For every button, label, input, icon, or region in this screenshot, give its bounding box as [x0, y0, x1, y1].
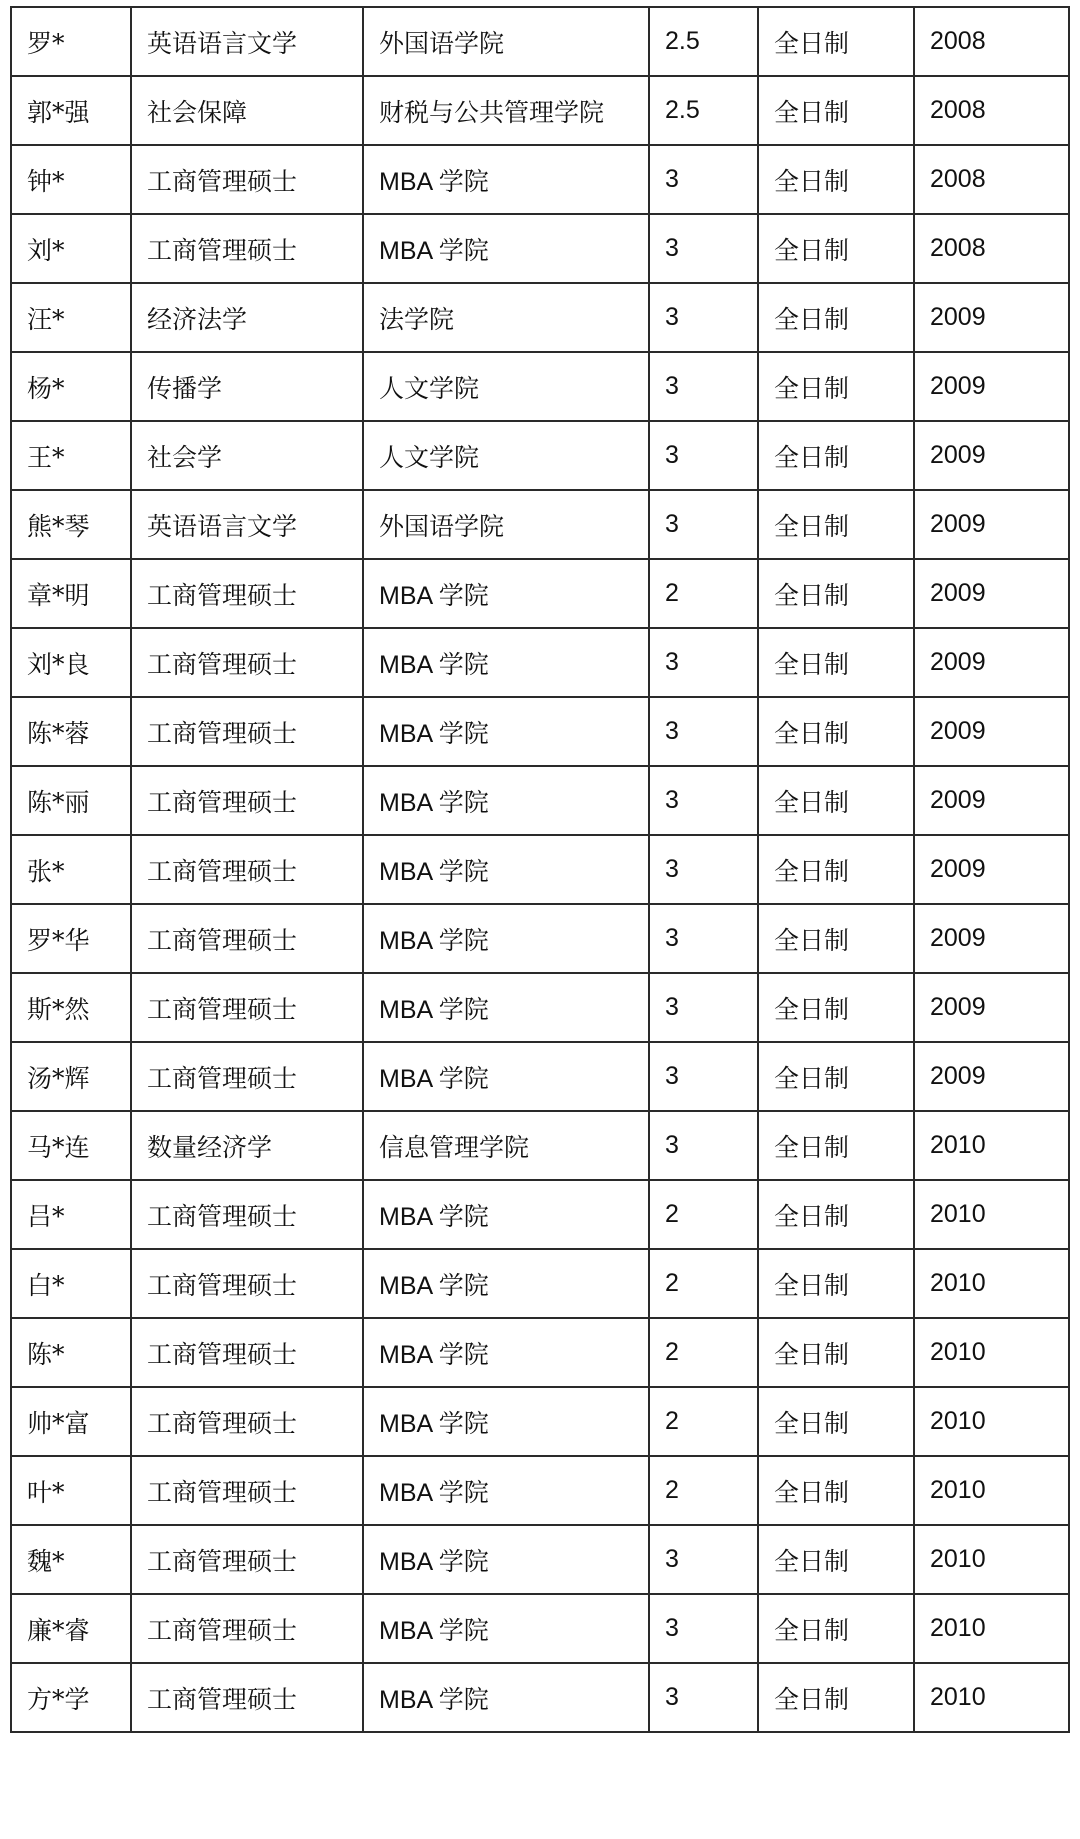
cell-enroll-year: 2009	[914, 697, 1069, 766]
cell-major: 工商管理硕士	[131, 1042, 363, 1111]
cell-major: 数量经济学	[131, 1111, 363, 1180]
cell-study-mode: 全日制	[758, 628, 914, 697]
cell-duration: 3	[649, 214, 758, 283]
cell-major: 英语语言文学	[131, 7, 363, 76]
cell-school: 法学院	[363, 283, 649, 352]
table-row	[11, 1594, 1069, 1663]
cell-major: 工商管理硕士	[131, 1249, 363, 1318]
cell-school: MBA 学院	[363, 697, 649, 766]
cell-duration: 2	[649, 559, 758, 628]
cell-enroll-year: 2009	[914, 628, 1069, 697]
table-row	[11, 1456, 1069, 1525]
cell-study-mode: 全日制	[758, 1663, 914, 1732]
table-row	[11, 1111, 1069, 1180]
cell-school: MBA 学院	[363, 214, 649, 283]
cell-duration: 3	[649, 1594, 758, 1663]
cell-major: 工商管理硕士	[131, 628, 363, 697]
cell-duration: 3	[649, 1111, 758, 1180]
cell-name: 魏*	[11, 1525, 131, 1594]
table-row	[11, 766, 1069, 835]
cell-major: 工商管理硕士	[131, 1456, 363, 1525]
cell-major: 传播学	[131, 352, 363, 421]
cell-major: 社会保障	[131, 76, 363, 145]
cell-study-mode: 全日制	[758, 283, 914, 352]
cell-major: 工商管理硕士	[131, 697, 363, 766]
cell-school: 信息管理学院	[363, 1111, 649, 1180]
cell-enroll-year: 2010	[914, 1249, 1069, 1318]
cell-duration: 3	[649, 352, 758, 421]
cell-name: 刘*良	[11, 628, 131, 697]
cell-enroll-year: 2010	[914, 1387, 1069, 1456]
cell-major: 工商管理硕士	[131, 214, 363, 283]
cell-name: 章*明	[11, 559, 131, 628]
cell-duration: 2.5	[649, 76, 758, 145]
cell-duration: 2	[649, 1180, 758, 1249]
cell-school: MBA 学院	[363, 1663, 649, 1732]
cell-name: 王*	[11, 421, 131, 490]
table-row	[11, 973, 1069, 1042]
cell-enroll-year: 2009	[914, 283, 1069, 352]
cell-study-mode: 全日制	[758, 1594, 914, 1663]
cell-name: 陈*	[11, 1318, 131, 1387]
cell-school: MBA 学院	[363, 1249, 649, 1318]
cell-enroll-year: 2009	[914, 835, 1069, 904]
graduate-roster-table	[10, 6, 1070, 1733]
cell-school: 人文学院	[363, 352, 649, 421]
cell-study-mode: 全日制	[758, 352, 914, 421]
table-row	[11, 1387, 1069, 1456]
cell-duration: 2	[649, 1387, 758, 1456]
cell-school: 外国语学院	[363, 7, 649, 76]
cell-study-mode: 全日制	[758, 1525, 914, 1594]
cell-duration: 2	[649, 1249, 758, 1318]
table-row	[11, 283, 1069, 352]
cell-school: MBA 学院	[363, 904, 649, 973]
table-row	[11, 145, 1069, 214]
table-row	[11, 835, 1069, 904]
table-row	[11, 697, 1069, 766]
cell-major: 工商管理硕士	[131, 766, 363, 835]
cell-study-mode: 全日制	[758, 1318, 914, 1387]
cell-enroll-year: 2009	[914, 766, 1069, 835]
cell-duration: 2	[649, 1456, 758, 1525]
cell-name: 罗*华	[11, 904, 131, 973]
table-row	[11, 7, 1069, 76]
cell-study-mode: 全日制	[758, 559, 914, 628]
cell-study-mode: 全日制	[758, 490, 914, 559]
cell-school: 财税与公共管理学院	[363, 76, 649, 145]
table-row	[11, 1663, 1069, 1732]
cell-name: 白*	[11, 1249, 131, 1318]
cell-school: MBA 学院	[363, 628, 649, 697]
cell-duration: 2	[649, 1318, 758, 1387]
cell-name: 方*学	[11, 1663, 131, 1732]
cell-study-mode: 全日制	[758, 1387, 914, 1456]
cell-school: MBA 学院	[363, 1456, 649, 1525]
cell-school: MBA 学院	[363, 1594, 649, 1663]
cell-school: 外国语学院	[363, 490, 649, 559]
table-row	[11, 421, 1069, 490]
cell-major: 工商管理硕士	[131, 559, 363, 628]
cell-enroll-year: 2010	[914, 1525, 1069, 1594]
cell-duration: 3	[649, 766, 758, 835]
cell-duration: 3	[649, 145, 758, 214]
cell-study-mode: 全日制	[758, 697, 914, 766]
cell-major: 工商管理硕士	[131, 1180, 363, 1249]
cell-school: MBA 学院	[363, 1318, 649, 1387]
cell-name: 刘*	[11, 214, 131, 283]
cell-major: 工商管理硕士	[131, 145, 363, 214]
cell-name: 罗*	[11, 7, 131, 76]
cell-enroll-year: 2009	[914, 973, 1069, 1042]
cell-enroll-year: 2010	[914, 1180, 1069, 1249]
cell-enroll-year: 2008	[914, 76, 1069, 145]
cell-name: 吕*	[11, 1180, 131, 1249]
cell-duration: 3	[649, 835, 758, 904]
cell-study-mode: 全日制	[758, 1180, 914, 1249]
cell-name: 杨*	[11, 352, 131, 421]
cell-duration: 2.5	[649, 7, 758, 76]
cell-study-mode: 全日制	[758, 214, 914, 283]
cell-school: MBA 学院	[363, 145, 649, 214]
cell-duration: 3	[649, 283, 758, 352]
cell-school: MBA 学院	[363, 1180, 649, 1249]
cell-enroll-year: 2009	[914, 559, 1069, 628]
cell-study-mode: 全日制	[758, 7, 914, 76]
cell-major: 工商管理硕士	[131, 1594, 363, 1663]
cell-school: MBA 学院	[363, 559, 649, 628]
cell-study-mode: 全日制	[758, 766, 914, 835]
cell-name: 廉*睿	[11, 1594, 131, 1663]
cell-enroll-year: 2010	[914, 1663, 1069, 1732]
cell-name: 陈*丽	[11, 766, 131, 835]
cell-study-mode: 全日制	[758, 145, 914, 214]
cell-enroll-year: 2009	[914, 490, 1069, 559]
cell-school: MBA 学院	[363, 1042, 649, 1111]
table-row	[11, 214, 1069, 283]
cell-study-mode: 全日制	[758, 904, 914, 973]
document-page	[10, 6, 1068, 1733]
cell-duration: 3	[649, 697, 758, 766]
cell-school: 人文学院	[363, 421, 649, 490]
cell-duration: 3	[649, 628, 758, 697]
table-row	[11, 1525, 1069, 1594]
table-row	[11, 628, 1069, 697]
cell-school: MBA 学院	[363, 973, 649, 1042]
cell-school: MBA 学院	[363, 766, 649, 835]
table-row	[11, 352, 1069, 421]
cell-name: 郭*强	[11, 76, 131, 145]
cell-duration: 3	[649, 1525, 758, 1594]
cell-major: 社会学	[131, 421, 363, 490]
cell-study-mode: 全日制	[758, 1249, 914, 1318]
table-row	[11, 1318, 1069, 1387]
table-row	[11, 490, 1069, 559]
cell-name: 帅*富	[11, 1387, 131, 1456]
cell-study-mode: 全日制	[758, 835, 914, 904]
cell-name: 叶*	[11, 1456, 131, 1525]
cell-duration: 3	[649, 1663, 758, 1732]
table-row	[11, 76, 1069, 145]
cell-enroll-year: 2008	[914, 145, 1069, 214]
cell-study-mode: 全日制	[758, 76, 914, 145]
cell-duration: 3	[649, 973, 758, 1042]
cell-name: 陈*蓉	[11, 697, 131, 766]
roster-body	[11, 7, 1069, 1732]
cell-major: 经济法学	[131, 283, 363, 352]
cell-name: 马*连	[11, 1111, 131, 1180]
cell-name: 斯*然	[11, 973, 131, 1042]
cell-major: 英语语言文学	[131, 490, 363, 559]
cell-name: 汤*辉	[11, 1042, 131, 1111]
cell-name: 张*	[11, 835, 131, 904]
table-row	[11, 1042, 1069, 1111]
cell-study-mode: 全日制	[758, 1456, 914, 1525]
cell-name: 熊*琴	[11, 490, 131, 559]
cell-enroll-year: 2009	[914, 1042, 1069, 1111]
cell-enroll-year: 2009	[914, 904, 1069, 973]
cell-enroll-year: 2008	[914, 214, 1069, 283]
cell-duration: 3	[649, 1042, 758, 1111]
cell-enroll-year: 2009	[914, 352, 1069, 421]
table-row	[11, 1180, 1069, 1249]
cell-study-mode: 全日制	[758, 1111, 914, 1180]
table-row	[11, 904, 1069, 973]
cell-enroll-year: 2010	[914, 1594, 1069, 1663]
cell-duration: 3	[649, 904, 758, 973]
cell-enroll-year: 2010	[914, 1456, 1069, 1525]
cell-enroll-year: 2008	[914, 7, 1069, 76]
cell-name: 钟*	[11, 145, 131, 214]
cell-study-mode: 全日制	[758, 421, 914, 490]
table-row	[11, 1249, 1069, 1318]
cell-major: 工商管理硕士	[131, 1387, 363, 1456]
cell-major: 工商管理硕士	[131, 1663, 363, 1732]
cell-major: 工商管理硕士	[131, 835, 363, 904]
table-row	[11, 559, 1069, 628]
cell-study-mode: 全日制	[758, 973, 914, 1042]
cell-duration: 3	[649, 490, 758, 559]
cell-major: 工商管理硕士	[131, 904, 363, 973]
cell-enroll-year: 2010	[914, 1111, 1069, 1180]
cell-study-mode: 全日制	[758, 1042, 914, 1111]
cell-school: MBA 学院	[363, 1387, 649, 1456]
cell-enroll-year: 2009	[914, 421, 1069, 490]
cell-school: MBA 学院	[363, 835, 649, 904]
cell-major: 工商管理硕士	[131, 1525, 363, 1594]
cell-duration: 3	[649, 421, 758, 490]
cell-school: MBA 学院	[363, 1525, 649, 1594]
cell-enroll-year: 2010	[914, 1318, 1069, 1387]
cell-major: 工商管理硕士	[131, 1318, 363, 1387]
cell-major: 工商管理硕士	[131, 973, 363, 1042]
cell-name: 汪*	[11, 283, 131, 352]
